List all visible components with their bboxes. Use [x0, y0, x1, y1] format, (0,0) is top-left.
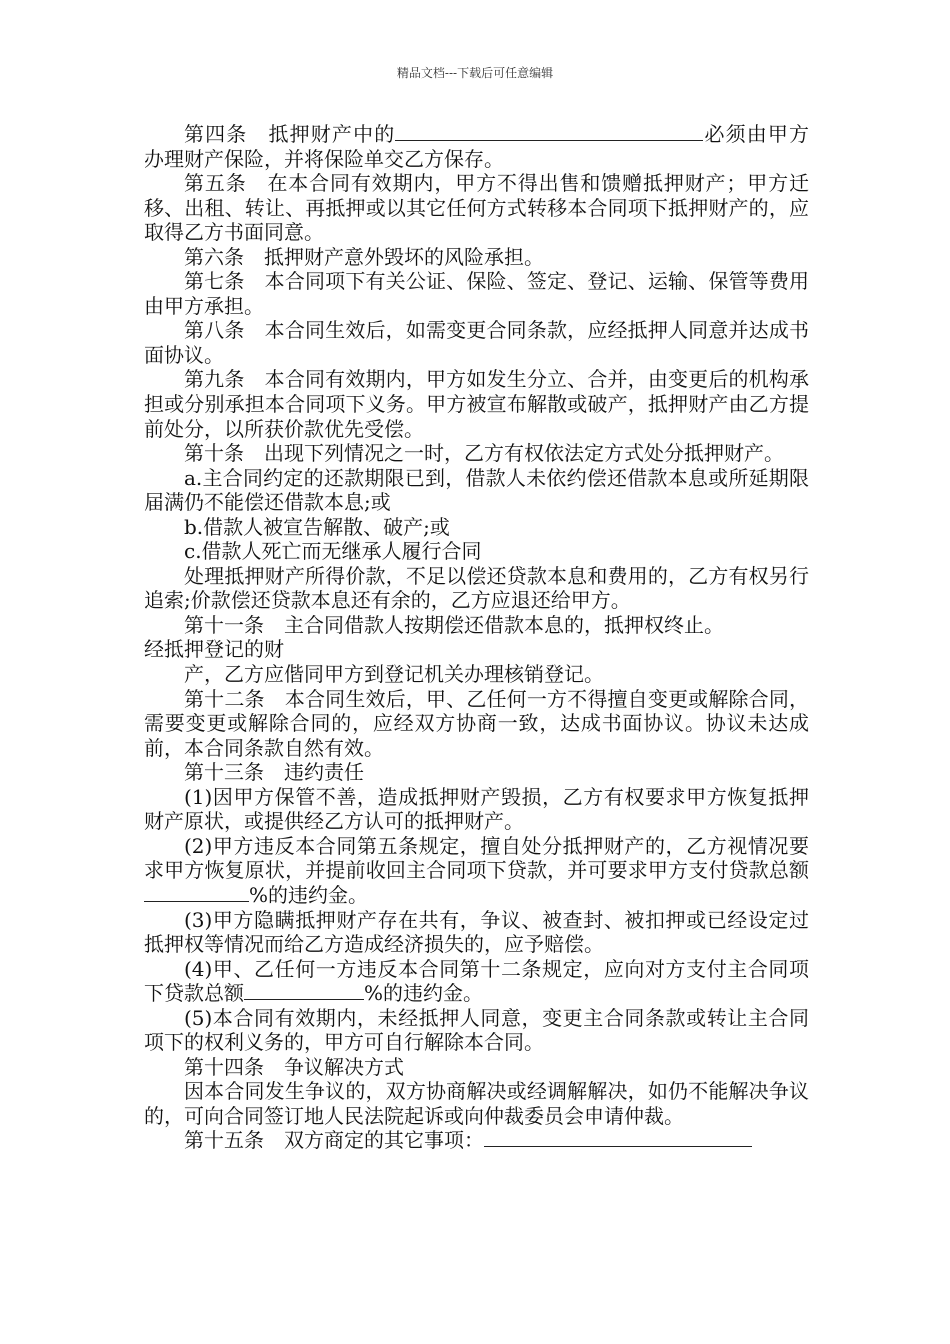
article-4-pre: 第四条 抵押财产中的	[184, 122, 396, 146]
article-12: 第十二条 本合同生效后，甲、乙任何一方不得擅自变更或解除合同，需要变更或解除合同的，应经双方协商一致，达成书面协议。协议未达成前，本合同条款自然有效。	[144, 686, 809, 760]
article-6: 第六条 抵押财产意外毁坏的风险承担。	[184, 244, 544, 269]
article-4-post: 必须由甲方办理财产保险，并将保险单交乙方保存。	[144, 122, 810, 171]
page-header: 精品文档---下载后可任意编辑	[396, 66, 554, 80]
fill-blank-property[interactable]	[395, 122, 703, 141]
article-14-body: 因本合同发生争议的，双方协商解决或经调解解决，如仍不能解决争议的，可向合同签订地人民法院起诉或向仲裁委员会申请仲裁。	[144, 1079, 809, 1128]
article-10-item-a: a.主合同约定的还款期限已到，借款人未依约偿还借款本息或所延期限届满仍不能偿还借款本息;或	[144, 465, 809, 515]
article-14-title: 第十四条 争议解决方式	[184, 1054, 404, 1079]
article-15	[144, 1128, 809, 1153]
article-10-after: 处理抵押财产所得价款，不足以偿还贷款本息和费用的，乙方有权另行追索;价款偿还贷款本息还有余的，乙方应退还给甲方。	[144, 563, 809, 613]
article-4	[144, 122, 809, 171]
fill-blank-other-matters[interactable]	[484, 1128, 752, 1147]
article-10-item-b: b.借款人被宣告解散、破产;或	[184, 514, 450, 539]
article-13-item-1: (1)因甲方保管不善，造成抵押财产毁损，乙方有权要求甲方恢复抵押财产原状，或提供经乙方认可的抵押财产。	[144, 784, 809, 834]
article-11-line2: 经抵押登记的财	[144, 637, 284, 662]
article-11-line1: 第十一条 主合同借款人按期偿还借款本息的，抵押权终止。	[184, 612, 724, 637]
article-15-text: 第十五条 双方商定的其它事项：	[184, 1128, 484, 1153]
article-9: 第九条 本合同有效期内，甲方如发生分立、合并，由变更后的机构承担或分别承担本合同项下义务。甲方被宣布解散或破产，抵押财产由乙方提前处分，以所获价款优先受偿。	[144, 367, 809, 441]
article-13-item-3: (3)甲方隐瞒抵押财产存在共有，争议、被查封、被扣押或已经设定过抵押权等情况而给乙方造成经济损失的，应予赔偿。	[144, 907, 809, 957]
article-13-item-5: (5)本合同有效期内，未经抵押人同意，变更主合同条款或转让主合同项下的权利义务的，甲方可自行解除本合同。	[144, 1005, 809, 1055]
article-10-item-c: c.借款人死亡而无继承人履行合同	[184, 539, 482, 564]
article-13-item-2-post: %的违约金。	[249, 882, 369, 907]
article-8: 第八条 本合同生效后，如需变更合同条款，应经抵押人同意并达成书面协议。	[144, 318, 809, 367]
article-13-item-4-post: %的违约金。	[364, 981, 484, 1006]
fill-blank-penalty-rate-1[interactable]	[144, 883, 249, 902]
article-13-item-2-pre: (2)甲方违反本合同第五条规定，擅自处分抵押财产的，乙方视情况要求甲方恢复原状，并提前收回主合同项下贷款，并可要求甲方支付贷款总额	[144, 833, 809, 883]
contract-body	[144, 122, 809, 1153]
article-5: 第五条 在本合同有效期内，甲方不得出售和馈赠抵押财产；甲方迁移、出租、转让、再抵押或以其它任何方式转移本合同项下抵押财产的，应取得乙方书面同意。	[144, 171, 809, 245]
article-13-title: 第十三条 违约责任	[184, 760, 364, 785]
article-13-item-4-pre: (4)甲、乙任何一方违反本合同第十二条规定，应向对方支付主合同项下贷款总额	[144, 956, 809, 1006]
article-10-intro: 第十条 出现下列情况之一时，乙方有权依法定方式处分抵押财产。	[184, 441, 784, 466]
article-7: 第七条 本合同项下有关公证、保险、签定、登记、运输、保管等费用由甲方承担。	[144, 269, 809, 318]
article-11-line3: 产，乙方应偕同甲方到登记机关办理核销登记。	[184, 662, 604, 687]
article-13-item-2	[144, 834, 809, 908]
article-13-item-4	[144, 957, 809, 1006]
fill-blank-penalty-rate-2[interactable]	[244, 981, 364, 1000]
